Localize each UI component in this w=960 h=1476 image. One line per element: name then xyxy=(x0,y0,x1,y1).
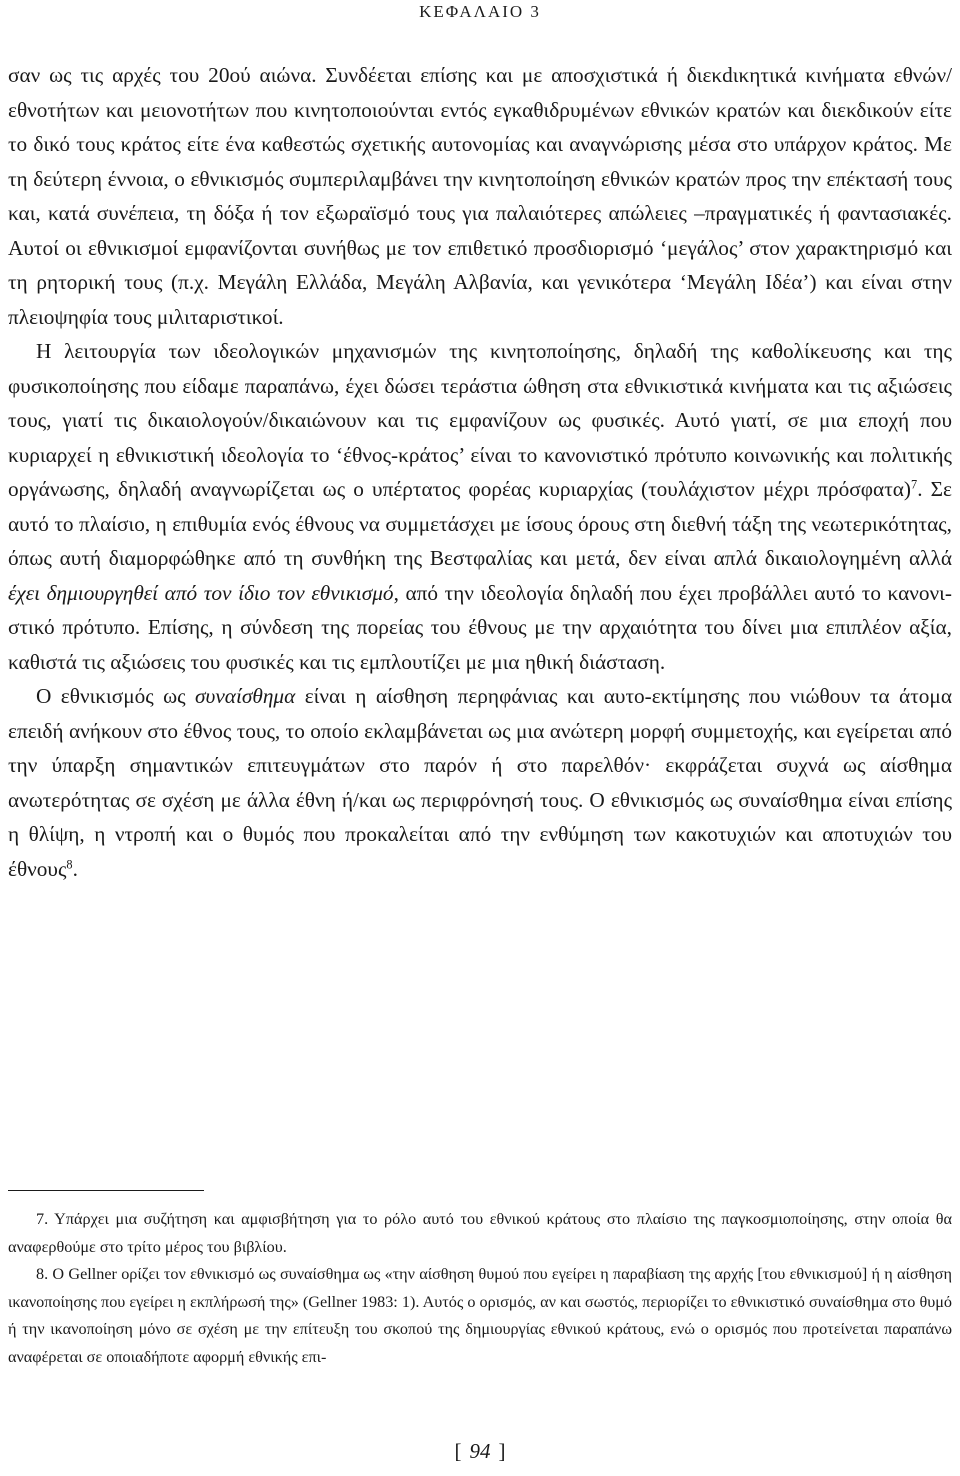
paragraph-1-text: σαν ως τις αρχές του 20ού αιώνα. Συνδέεται επίσης και με αποσχιστικά ή διεκdικητικά κινήματα εθνών/εθνοτήτων και μειονοτήτων που κινητοποιούνται εντός εγκαθιδρυμένων εθνικών κρατών και διεκδικούν είτε το δικό τους κράτος είτε ένα καθεστώς σχετικής αυτονομίας και αναγνώρισης μέσα στο υπάρχον κράτος. Με τη δεύτερη έννοια, ο εθνικισμός συμπεριλαμβάνει την κινητοποίηση εθνικών κρατών προς την επέκτασή τους και, κατά συνέπεια, τη δόξα ή τον εξωραϊσμό τους για παλαιότερες απώλειες –πραγματικές ή φαντασιακές. Αυτοί οι εθνικισμοί εμφανίζονται συνήθως με τον επιθετικό προσδιορισμό ‘μεγάλος’ στον χαρακτηρισμό και τη ρητορική τους (π.χ. Μεγάλη Ελλάδα, Μεγάλη Αλβανία, και γενικότερα ‘Μεγάλη Ιδέα’) και είναι στην πλειοψηφία τους μιλιταριστικοί. xyxy=(8,63,952,329)
body-text xyxy=(8,58,952,886)
paragraph-2-text-c: , από την ιδεολογία δηλαδή που έχει προβάλλει αυτό το κανονιστικό πρότυπο. Επίσης, η σύνδεση της πορείας του έθνους με την αρχαιότητα του δίνει μια επιπλέον αξία, καθιστά τις αξιώσεις του φυσικές και τις εμπλουτίζει με μια ηθική διάσταση. xyxy=(8,580,952,674)
footnote-divider xyxy=(8,1190,204,1191)
paragraph-3-text-b: είναι η αίσθηση περηφάνιας και αυτο-εκτίμησης που νιώθουν τα άτομα επειδή ανήκουν στο έθνος τους, το οποίο εκλαμβάνεται ως μια ανώτερη μορφή συμμετοχής, και εγείρεται από την ύπαρξη σημαντικών επιτευγμάτων στο παρόν ή στο παρελθόν· εκφράζεται συχνά ως αίσθημα ανωτερότητας σε σχέση με άλλα έθνη ή/και ως περιφρόνησή τους. Ο εθνικισμός ως συναίσθημα είναι επίσης η θλίψη, η ντροπή και ο θυμός που προκαλείται από την ενθύμηση των κακοτυχιών και αποτυχιών του έθνους xyxy=(8,684,953,881)
paragraph-2-emphasis: έχει δημιουργηθεί από τον ίδιο τον εθνικισμό xyxy=(8,580,394,605)
paragraph-3-text-a: Ο εθνικισμός ως xyxy=(36,684,196,708)
paragraph-2-text-b: . Σε αυτό το πλαίσιο, η επιθυμία ενός έθνους να συμμετάσχει με ίσους όρους στη διεθνή τάξη της νεωτερικότητας, όπως αυτή διαμορφώθηκε από τη συνθήκη της Βεστφαλίας και μετά, δεν είναι απλά δικαιολογημένη αλλά xyxy=(8,477,952,570)
folio-bracket-open: [ xyxy=(454,1439,462,1463)
paragraph-2 xyxy=(8,334,952,679)
paragraph-3-emphasis: συναίσθημα xyxy=(195,684,296,708)
footnote-7: 7. Υπάρχει μια συζήτηση και αμφισβήτηση για το ρόλο αυτό του εθνικού κράτους στο πλαίσιο της παγκοσμιοποίησης, στην οποία θα αναφερθούμε στο τρίτο μέρος του βιβλίου. xyxy=(8,1210,952,1256)
footnote-8: 8. Ο Gellner ορίζει τον εθνικισμό ως συναίσθημα ως «την αίσθηση θυμού που εγείρει η παραβίαση της αρχής [του εθνικισμού] ή η αίσθηση ικανοποίησης που εγείρει η εκπλήρωσή της» (Gellner 1983: 1). Αυτός ο ορισμός, αν και σωστός, περιορίζει το εθνικιστικό συναίσθημα στο θυμό ή την ικανοποίηση μόνο σε σχέση με την επίτευξη του σκοπού της δημιουργίας εθνικού κράτους, ενώ ο ορισμός που προτείνεται παραπάνω αναφέρεται σε οποιαδήποτε αφορμή εθνικής επι- xyxy=(8,1265,952,1366)
footnote-ref-8[interactable]: 8 xyxy=(66,856,73,871)
footnotes xyxy=(8,1206,952,1371)
footnote-ref-7[interactable]: 7 xyxy=(911,477,918,492)
paragraph-2-text-a: Η λειτουργία των ιδεολογικών μηχανισμών της κινητοποίησης, δηλαδή της καθολίκευσης και της φυσικοποίησης που είδαμε παραπάνω, έχει δώσει τεράστια ώθηση στα εθνικιστικά κινήματα και τις αξιώσεις τους, γιατί τις δικαιολογούν/δικαιώνουν και τις εμφανίζουν ως φυσικές. Αυτό γιατί, σε μια εποχή που κυριαρχεί η εθνικιστική ιδεολογία το ‘έθνος-κράτος’ είναι το κανονιστικό πρότυπο κοινωνικής και πολιτικής οργάνωσης, δηλαδή αναγνωρίζεται ως ο υπέρτατος φορέας κυριαρχίας (τουλάχιστον μέχρι πρόσφατα) xyxy=(8,339,952,501)
paragraph-3 xyxy=(8,679,952,886)
paragraph-3-text-c: . xyxy=(72,856,78,881)
page-number-value: 94 xyxy=(469,1439,491,1463)
paragraph-1 xyxy=(8,58,952,334)
folio-bracket-close: ] xyxy=(498,1439,506,1463)
running-head: ΚΕΦΑΛΑΙΟ 3 xyxy=(419,2,541,21)
page-number xyxy=(0,1436,960,1466)
